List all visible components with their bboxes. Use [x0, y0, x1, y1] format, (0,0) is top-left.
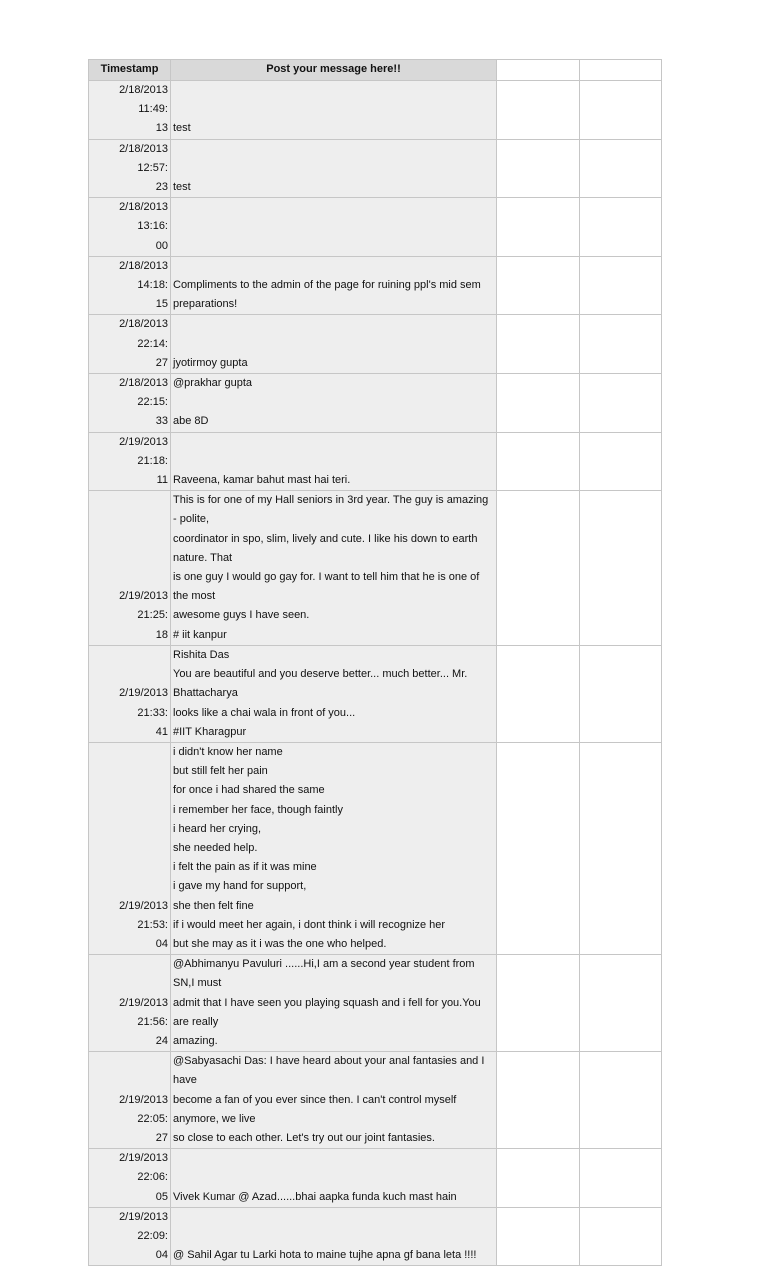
message-header[interactable]: Post your message here!! — [171, 60, 497, 81]
empty-cell[interactable] — [580, 432, 662, 491]
message-cell[interactable]: @ Sahil Agar tu Larki hota to maine tujhe apna gf bana leta !!!! — [171, 1207, 497, 1266]
message-cell[interactable]: @prakhar gupta abe 8D — [171, 374, 497, 433]
timestamp-cell[interactable]: 2/19/2013 22:09: 04 — [89, 1207, 171, 1266]
empty-cell[interactable] — [580, 1207, 662, 1266]
empty-cell[interactable] — [497, 1207, 580, 1266]
message-cell[interactable]: i didn't know her name but still felt her pain for once i had shared the same i remember her face, though faintly i heard her crying, she needed help. i felt the pain as if it was mine i gave my hand for support, she then felt fine if i would meet her again, i dont think i will recognize her but she may as it i was the one who helped. — [171, 742, 497, 954]
timestamp-cell[interactable]: 2/18/2013 11:49: 13 — [89, 81, 171, 140]
table-row — [89, 139, 662, 198]
timestamp-cell[interactable]: 2/18/2013 22:14: 27 — [89, 315, 171, 374]
table-row — [89, 645, 662, 742]
table-row — [89, 1207, 662, 1266]
empty-cell[interactable] — [497, 491, 580, 646]
empty-cell[interactable] — [580, 198, 662, 257]
timestamp-cell[interactable]: 2/18/2013 14:18: 15 — [89, 256, 171, 315]
table-row — [89, 432, 662, 491]
table-row — [89, 955, 662, 1052]
timestamp-cell[interactable]: 2/18/2013 12:57: 23 — [89, 139, 171, 198]
table-row — [89, 742, 662, 954]
empty-cell[interactable] — [497, 1149, 580, 1208]
message-cell[interactable]: Vivek Kumar @ Azad......bhai aapka funda kuch mast hain — [171, 1149, 497, 1208]
empty-cell[interactable] — [580, 1052, 662, 1149]
empty-cell[interactable] — [580, 742, 662, 954]
empty-cell[interactable] — [580, 491, 662, 646]
table-row — [89, 198, 662, 257]
timestamp-cell[interactable]: 2/19/2013 21:56: 24 — [89, 955, 171, 1052]
timestamp-cell[interactable]: 2/18/2013 13:16: 00 — [89, 198, 171, 257]
empty-cell[interactable] — [497, 955, 580, 1052]
timestamp-cell[interactable]: 2/18/2013 22:15: 33 — [89, 374, 171, 433]
empty-cell[interactable] — [580, 645, 662, 742]
empty-cell[interactable] — [580, 81, 662, 140]
timestamp-cell[interactable]: 2/19/2013 21:18: 11 — [89, 432, 171, 491]
empty-cell[interactable] — [580, 139, 662, 198]
empty-header-cell[interactable] — [497, 60, 580, 81]
empty-cell[interactable] — [580, 955, 662, 1052]
message-cell[interactable]: @Sabyasachi Das: I have heard about your anal fantasies and I have become a fan of you ever since then. I can't control myself anymore, we live so close to each other. Let's try out our joint fantasies. — [171, 1052, 497, 1149]
empty-cell[interactable] — [580, 1149, 662, 1208]
timestamp-header[interactable]: Timestamp — [89, 60, 171, 81]
table-row — [89, 1149, 662, 1208]
empty-cell[interactable] — [497, 81, 580, 140]
table-row — [89, 491, 662, 646]
empty-cell[interactable] — [497, 374, 580, 433]
empty-cell[interactable] — [497, 315, 580, 374]
message-cell[interactable]: Compliments to the admin of the page for ruining ppl's mid sem preparations! — [171, 256, 497, 315]
empty-cell[interactable] — [580, 374, 662, 433]
message-cell[interactable]: This is for one of my Hall seniors in 3rd year. The guy is amazing - polite, coordinator in spo, slim, lively and cute. I like his down to earth nature. That is one guy I would go gay for. I want to tell him that he is one of the most awesome guys I have seen. # iit kanpur — [171, 491, 497, 646]
empty-cell[interactable] — [580, 256, 662, 315]
empty-cell[interactable] — [580, 315, 662, 374]
empty-cell[interactable] — [497, 1052, 580, 1149]
message-cell[interactable] — [171, 198, 497, 257]
message-cell[interactable]: @Abhimanyu Pavuluri ......Hi,I am a second year student from SN,I must admit that I have seen you playing squash and i fell for you.You are really amazing. — [171, 955, 497, 1052]
timestamp-cell[interactable]: 2/19/2013 21:25: 18 — [89, 491, 171, 646]
message-cell[interactable]: test — [171, 81, 497, 140]
message-cell[interactable]: Rishita Das You are beautiful and you deserve better... much better... Mr. Bhattacharya looks like a chai wala in front of you... #IIT Kharagpur — [171, 645, 497, 742]
message-cell[interactable]: test — [171, 139, 497, 198]
empty-cell[interactable] — [497, 139, 580, 198]
table-row — [89, 315, 662, 374]
timestamp-cell[interactable]: 2/19/2013 21:33: 41 — [89, 645, 171, 742]
message-cell[interactable]: jyotirmoy gupta — [171, 315, 497, 374]
timestamp-cell[interactable]: 2/19/2013 21:53: 04 — [89, 742, 171, 954]
empty-cell[interactable] — [497, 256, 580, 315]
table-row — [89, 1052, 662, 1149]
empty-header-cell[interactable] — [580, 60, 662, 81]
table-row — [89, 374, 662, 433]
timestamp-cell[interactable]: 2/19/2013 22:05: 27 — [89, 1052, 171, 1149]
table-row — [89, 256, 662, 315]
empty-cell[interactable] — [497, 742, 580, 954]
empty-cell[interactable] — [497, 432, 580, 491]
header-row — [89, 60, 662, 81]
timestamp-cell[interactable]: 2/19/2013 22:06: 05 — [89, 1149, 171, 1208]
table-row — [89, 81, 662, 140]
message-cell[interactable]: Raveena, kamar bahut mast hai teri. — [171, 432, 497, 491]
empty-cell[interactable] — [497, 198, 580, 257]
spreadsheet — [88, 59, 662, 1266]
empty-cell[interactable] — [497, 645, 580, 742]
